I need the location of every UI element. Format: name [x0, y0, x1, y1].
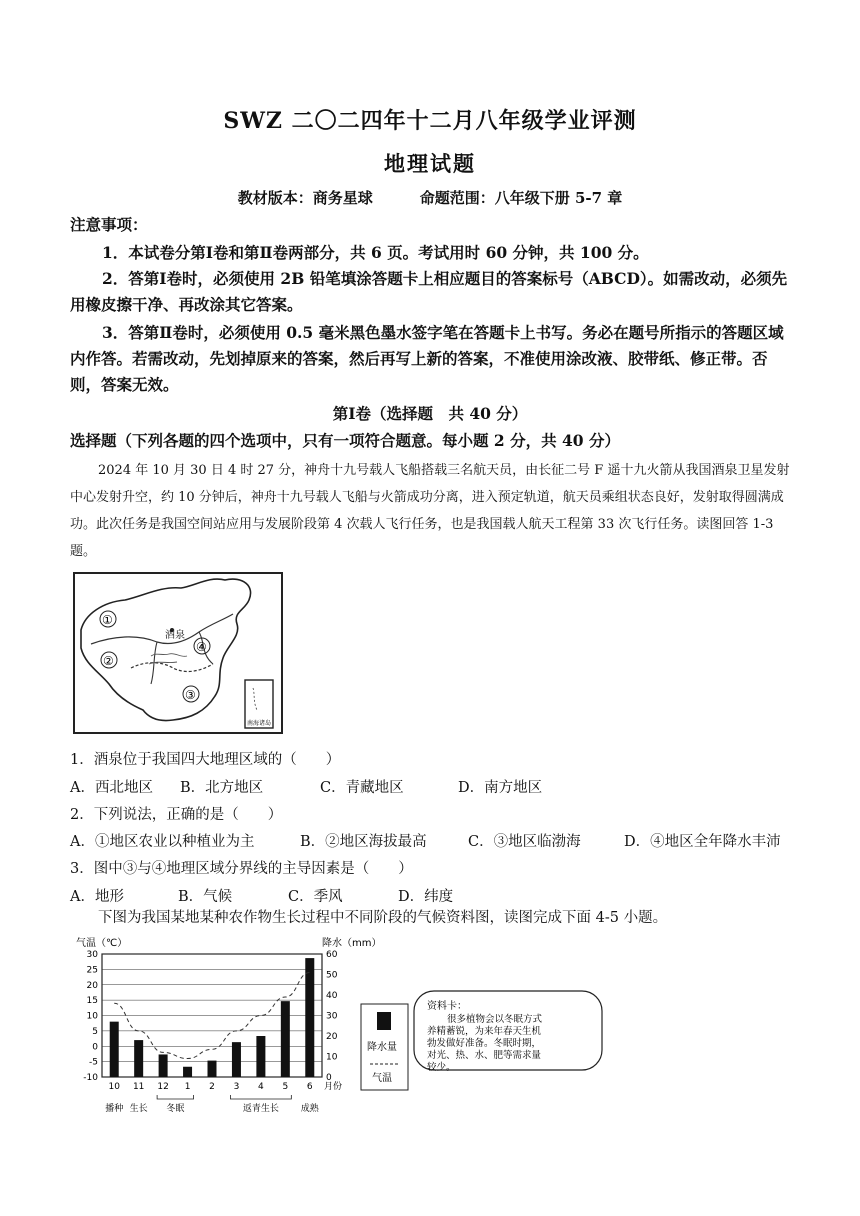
x-tick-label: 3: [233, 1082, 240, 1092]
precip-bar: [134, 1040, 143, 1077]
svg-text:③: ③: [185, 688, 196, 702]
y-right-tick-label: 40: [326, 991, 338, 1001]
x-tick-label: 5: [282, 1082, 289, 1092]
scope-text: 命题范围：八年级下册 5-7 章: [419, 189, 623, 207]
stage-label: 返青生长: [242, 1104, 279, 1114]
y-right-tick-label: 0: [326, 1073, 332, 1083]
map-label-jiuquan: 酒泉: [165, 630, 185, 641]
notice-item-2: 2．答第Ⅰ卷时，必须使用 2B 铅笔填涂答题卡上相应题目的答案标号（ABCD）。如需改动，必须先用橡皮擦干净、再改涂其它答案。: [70, 269, 788, 314]
svg-text:①: ①: [102, 613, 113, 627]
stage-bracket: [230, 1095, 291, 1099]
y-right-tick-label: 30: [326, 1011, 338, 1022]
stage-label: 冬眠: [166, 1104, 185, 1114]
precip-bar: [159, 1054, 168, 1077]
q1-option-b[interactable]: B．北方地区: [180, 780, 264, 796]
notice-item-1: 1．本试卷分第Ⅰ卷和第Ⅱ卷两部分，共 6 页。考试用时 60 分钟，共 100 分。: [102, 243, 649, 262]
stage-label: 生长: [129, 1104, 148, 1114]
precip-bar: [183, 1067, 192, 1077]
x-axis-label: 月份: [324, 1082, 343, 1092]
y-left-tick-label: 25: [86, 965, 98, 976]
stage-bracket: [157, 1095, 193, 1099]
china-region-map: [73, 572, 283, 734]
x-tick-label: 4: [258, 1082, 264, 1092]
precip-bar: [232, 1042, 241, 1077]
edition-text: 教材版本：商务星球: [237, 189, 373, 207]
precip-bar: [256, 1036, 265, 1077]
question-1-options: [70, 776, 542, 797]
y-left-tick-label: 15: [86, 996, 98, 1007]
passage-2: 下图为我国某地某种农作物生长过程中不同阶段的气候资料图，读图完成下面 4-5 小题。: [98, 910, 668, 926]
y-left-tick-label: 0: [92, 1042, 98, 1053]
y-left-tick-label: -10: [83, 1073, 98, 1083]
y-left-tick-label: 30: [86, 950, 98, 960]
info-card-line-2: 养精蓄锐，为来年春天生机: [427, 1026, 542, 1037]
question-1-stem: 1．酒泉位于我国四大地理区域的（ ）: [70, 752, 341, 768]
q2-option-a[interactable]: A．①地区农业以种植业为主: [70, 834, 255, 850]
q1-option-a[interactable]: A．西北地区: [70, 780, 153, 796]
stage-label: 成熟: [300, 1104, 319, 1114]
y-left-tick-label: 20: [86, 980, 98, 991]
q1-option-c[interactable]: C．青藏地区: [320, 780, 404, 796]
y-left-tick-label: 10: [86, 1011, 98, 1022]
info-card-line-3: 勃发做好准备。冬眠时期，: [427, 1038, 542, 1049]
q3-option-a[interactable]: A．地形: [70, 889, 124, 905]
y-right-label: 降水（mm）: [322, 938, 382, 949]
y-right-tick-label: 20: [326, 1032, 338, 1042]
info-card-line-5: 较少。: [427, 1062, 456, 1073]
passage-1: 2024 年 10 月 30 日 4 时 27 分，神舟十九号载人飞船搭载三名航天员，由长征二号 F 遥十九火箭从我国酒泉卫星发射中心发射升空，约 10 分钟后，神舟十九号载人飞船与火箭成功分离，进入预定轨道，航天员乘组状态良好，发射取得圆满成功。此次任务是我国空间站应用与发展阶段第 4 次载人飞行任务，也是我国载人航天工程第 33 次飞行任务。读图回答 1-3 题。: [70, 463, 790, 559]
y-left-tick-label: -5: [89, 1057, 98, 1068]
x-tick-label: 6: [306, 1082, 313, 1092]
q1-option-d[interactable]: D．南方地区: [458, 780, 543, 796]
section-instructions: 选择题（下列各题的四个选项中，只有一项符合题意。每小题 2 分，共 40 分）: [70, 431, 620, 450]
svg-text:②: ②: [103, 654, 114, 668]
stage-label: 播种: [105, 1104, 124, 1114]
precip-bar: [281, 1001, 290, 1077]
precip-bar: [110, 1022, 119, 1077]
exam-subtitle: 地理试题: [384, 151, 476, 176]
x-tick-label: 12: [157, 1082, 169, 1092]
question-3-stem: 3．图中③与④地理区域分界线的主导因素是（ ）: [70, 861, 413, 877]
x-tick-label: 11: [132, 1082, 145, 1092]
y-left-tick-label: 5: [92, 1026, 98, 1037]
x-tick-label: 1: [184, 1082, 191, 1092]
x-tick-label: 10: [108, 1082, 120, 1092]
inset-label: 南海诸岛: [247, 720, 272, 727]
info-card-line-4: 对光、热、水、肥等需求量: [427, 1050, 542, 1061]
question-2-stem: 2．下列说法，正确的是（ ）: [70, 807, 283, 823]
y-left-label: 气温（℃）: [76, 938, 128, 949]
question-2-options: [70, 830, 781, 851]
q3-option-c[interactable]: C．季风: [288, 889, 343, 905]
q2-option-b[interactable]: B．②地区海拔最高: [300, 834, 427, 850]
legend-temp-label: 气温: [372, 1073, 392, 1084]
x-tick-label: 2: [209, 1082, 215, 1092]
precip-bar: [305, 958, 314, 1077]
q2-option-d[interactable]: D．④地区全年降水丰沛: [624, 834, 781, 850]
question-3-options: [70, 885, 453, 906]
precip-bar: [208, 1061, 217, 1077]
y-right-tick-label: 60: [326, 950, 338, 960]
info-card-title: 资料卡：: [427, 1001, 467, 1012]
legend-precip-swatch: [377, 1012, 391, 1030]
section-title: 第Ⅰ卷（选择题 共 40 分）: [332, 404, 528, 423]
q2-option-c[interactable]: C．③地区临渤海: [468, 834, 581, 850]
q3-option-d[interactable]: D．纬度: [398, 889, 454, 905]
exam-meta: [0, 187, 860, 208]
legend-precip-label: 降水量: [367, 1042, 397, 1053]
exam-title: SWZ 二〇二四年十二月八年级学业评测: [223, 108, 637, 134]
info-card-line-1: 很多植物会以冬眠方式: [447, 1014, 543, 1025]
climate-chart: [70, 932, 690, 1117]
notice-heading: 注意事项：: [70, 215, 148, 234]
y-right-tick-label: 50: [326, 970, 338, 981]
notice-item-3: 3．答第Ⅱ卷时，必须使用 0.5 毫米黑色墨水签字笔在答题卡上书写。务必在题号所指示的答题区域内作答。若需改动，先划掉原来的答案，然后再写上新的答案，不准使用涂改液、胶带纸、修正带。否则，答案无效。: [70, 323, 784, 394]
y-right-tick-label: 10: [326, 1052, 338, 1063]
svg-text:④: ④: [196, 640, 207, 654]
q3-option-b[interactable]: B．气候: [178, 889, 233, 905]
